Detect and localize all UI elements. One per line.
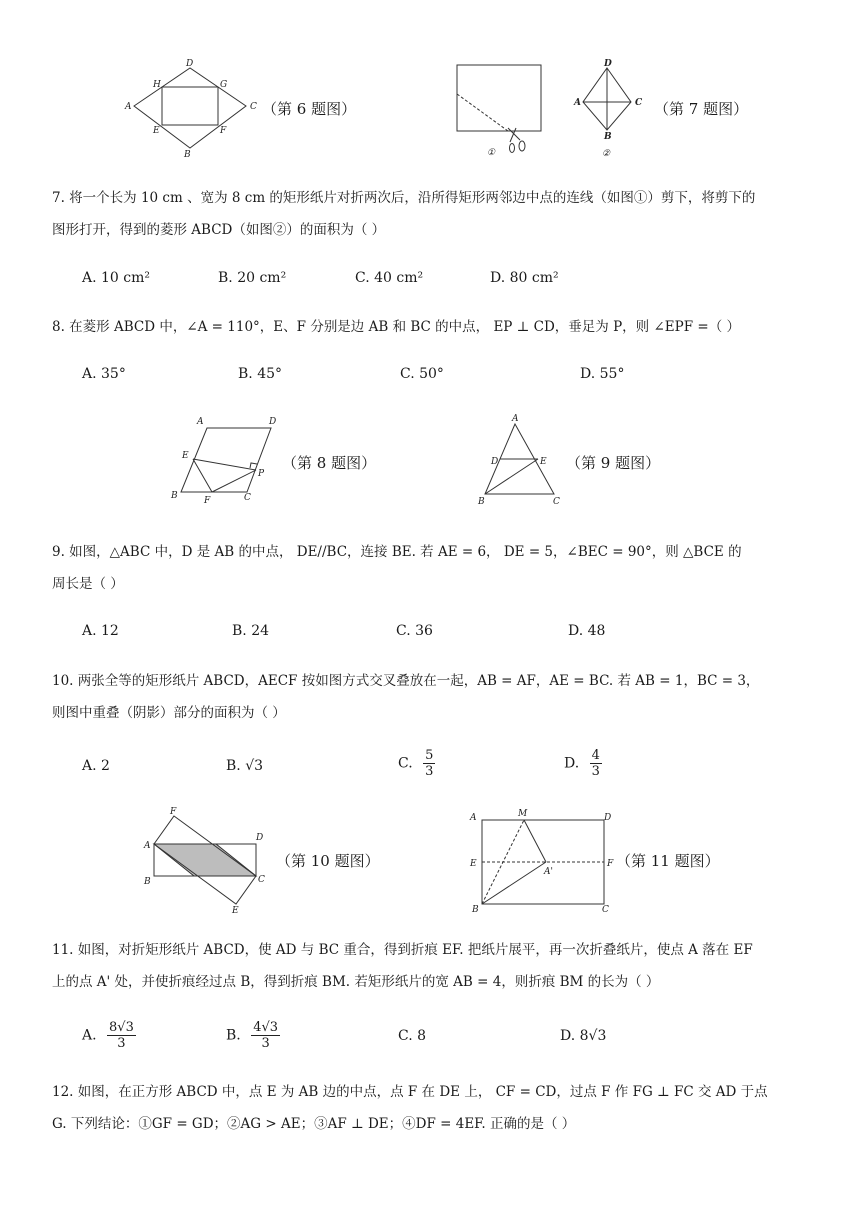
question-12-line-1: 12. 如图，在正方形 ABCD 中，点 E 为 AB 边的中点，点 F 在 DE 上， CF = CD，过点 F 作 FG ⊥ FC 交 AD 于点 bbox=[52, 1084, 768, 1100]
figure-8 bbox=[164, 412, 280, 510]
q11-option-a-fraction: $\frac{8√3}{3}$ bbox=[109, 1020, 134, 1051]
q10-option-d-fraction: $\frac{4}{3}$ bbox=[591, 748, 600, 779]
svg-text:D: D bbox=[269, 417, 277, 427]
figure-7-caption: （第 7 题图） bbox=[654, 100, 749, 118]
svg-text:C: C bbox=[258, 875, 265, 885]
figure-11-caption: （第 11 题图） bbox=[616, 852, 720, 870]
question-7 bbox=[52, 182, 812, 246]
svg-text:A': A' bbox=[544, 867, 553, 877]
svg-text:D: D bbox=[604, 59, 612, 69]
svg-text:F: F bbox=[204, 496, 211, 506]
q10-option-a[interactable]: A. 2 bbox=[82, 758, 110, 774]
q10-option-b[interactable]: B. √3 bbox=[226, 758, 264, 774]
figure-11 bbox=[462, 804, 622, 916]
svg-text:M: M bbox=[518, 809, 528, 819]
svg-text:B: B bbox=[171, 491, 178, 501]
q11-option-b[interactable]: B. $\frac{4√3}{3}$ bbox=[226, 1020, 279, 1051]
figure-6-caption: （第 6 题图） bbox=[262, 100, 357, 118]
svg-text:A: A bbox=[197, 417, 204, 427]
figure-9-caption: （第 9 题图） bbox=[566, 454, 661, 472]
q11-option-a[interactable]: A. $\frac{8√3}{3}$ bbox=[82, 1020, 134, 1051]
q9-option-a[interactable]: A. 12 bbox=[82, 623, 119, 639]
svg-text:D: D bbox=[256, 833, 264, 843]
question-10-line-1: 10. 两张全等的矩形纸片 ABCD，AECF 按如图方式交叉叠放在一起，AB = AF，AE = BC. 若 AB = 1，BC = 3， bbox=[52, 673, 760, 689]
svg-text:F: F bbox=[220, 126, 227, 136]
svg-text:H: H bbox=[153, 80, 161, 90]
q9-option-b[interactable]: B. 24 bbox=[232, 623, 270, 639]
svg-text:B: B bbox=[144, 877, 151, 887]
question-12 bbox=[52, 1076, 812, 1140]
svg-text:F: F bbox=[607, 859, 614, 869]
svg-text:A: A bbox=[125, 102, 132, 112]
svg-text:D: D bbox=[491, 457, 499, 467]
scissors-icon bbox=[508, 128, 525, 153]
svg-text:B: B bbox=[478, 497, 485, 507]
svg-text:B: B bbox=[604, 132, 612, 142]
svg-text:E: E bbox=[232, 906, 239, 916]
svg-text:B: B bbox=[184, 150, 191, 160]
question-11-line-1: 11. 如图，对折矩形纸片 ABCD，使 AD 与 BC 重合，得到折痕 EF. 把纸片展平，再一次折叠纸片，使点 A 落在 EF bbox=[52, 942, 753, 958]
svg-text:E: E bbox=[470, 859, 477, 869]
svg-text:D: D bbox=[604, 813, 612, 823]
svg-text:A: A bbox=[470, 813, 477, 823]
q7-option-c[interactable]: C. 40 cm² bbox=[355, 270, 424, 286]
q8-option-b[interactable]: B. 45° bbox=[238, 366, 283, 382]
svg-text:P: P bbox=[258, 469, 265, 479]
svg-text:②: ② bbox=[602, 149, 611, 159]
q10-option-d[interactable]: D. $\frac{4}{3}$ bbox=[564, 748, 600, 779]
figure-10 bbox=[138, 804, 278, 916]
question-9-line-2: 周长是（ ） bbox=[52, 576, 124, 592]
q9-option-c[interactable]: C. 36 bbox=[396, 623, 433, 639]
question-10 bbox=[52, 665, 812, 729]
q8-option-c[interactable]: C. 50° bbox=[400, 366, 444, 382]
svg-text:E: E bbox=[153, 126, 160, 136]
figure-7 bbox=[450, 58, 662, 162]
question-11 bbox=[52, 934, 812, 998]
question-9-line-1: 9. 如图，△ABC 中，D 是 AB 的中点， DE//BC，连接 BE. 若 AE = 6， DE = 5，∠BEC = 90°，则 △BCE 的 bbox=[52, 544, 742, 560]
question-7-line-2: 图形打开，得到的菱形 ABCD（如图②）的面积为（ ） bbox=[52, 222, 386, 238]
question-10-line-2: 则图中重叠（阴影）部分的面积为（ ） bbox=[52, 705, 286, 721]
question-11-line-2: 上的点 A' 处，并使折痕经过点 B，得到折痕 BM. 若矩形纸片的宽 AB = 4，则折痕 BM 的长为（ ） bbox=[52, 974, 660, 990]
svg-text:C: C bbox=[602, 905, 609, 915]
figure-10-caption: （第 10 题图） bbox=[276, 852, 380, 870]
q11-option-b-fraction: $\frac{4√3}{3}$ bbox=[253, 1020, 279, 1051]
question-7-line-1: 7. 将一个长为 10 cm 、宽为 8 cm 的矩形纸片对折两次后，沿所得矩形两邻边中点的连线（如图①）剪下，将剪下的 bbox=[52, 190, 756, 206]
q9-option-d[interactable]: D. 48 bbox=[568, 623, 606, 639]
svg-text:E: E bbox=[540, 457, 547, 467]
q8-option-d[interactable]: D. 55° bbox=[580, 366, 625, 382]
question-8 bbox=[52, 311, 812, 343]
q8-option-a[interactable]: A. 35° bbox=[82, 366, 126, 382]
q7-option-d[interactable]: D. 80 cm² bbox=[490, 270, 559, 286]
question-12-line-2: G. 下列结论：①GF = GD；②AG > AE；③AF ⊥ DE；④DF = 4EF. 正确的是（ ） bbox=[52, 1116, 576, 1132]
svg-text:A: A bbox=[512, 414, 519, 424]
figure-9 bbox=[474, 410, 570, 508]
q7-option-a[interactable]: A. 10 cm² bbox=[82, 270, 151, 286]
figure-6 bbox=[120, 56, 260, 160]
question-9 bbox=[52, 536, 812, 600]
svg-text:①: ① bbox=[487, 148, 496, 158]
svg-text:C: C bbox=[244, 493, 251, 503]
svg-text:C: C bbox=[250, 102, 257, 112]
svg-text:F: F bbox=[170, 807, 177, 817]
svg-text:A: A bbox=[574, 98, 581, 108]
q11-option-d[interactable]: D. 8√3 bbox=[560, 1028, 607, 1044]
svg-text:A: A bbox=[144, 841, 151, 851]
svg-text:E: E bbox=[182, 451, 189, 461]
q10-option-c-fraction: $\frac{5}{3}$ bbox=[425, 748, 434, 779]
svg-text:G: G bbox=[220, 80, 228, 90]
figure-8-caption: （第 8 题图） bbox=[282, 454, 377, 472]
svg-text:B: B bbox=[472, 905, 479, 915]
q7-option-b[interactable]: B. 20 cm² bbox=[218, 270, 287, 286]
q11-option-c[interactable]: C. 8 bbox=[398, 1028, 427, 1044]
svg-text:C: C bbox=[553, 497, 560, 507]
q10-option-c[interactable]: C. $\frac{5}{3}$ bbox=[398, 748, 434, 779]
svg-text:D: D bbox=[186, 59, 194, 69]
question-8-line-1: 8. 在菱形 ABCD 中，∠A = 110°，E、F 分别是边 AB 和 BC 的中点， EP ⊥ CD，垂足为 P，则 ∠EPF =（ ） bbox=[52, 319, 740, 335]
svg-text:C: C bbox=[635, 98, 643, 108]
